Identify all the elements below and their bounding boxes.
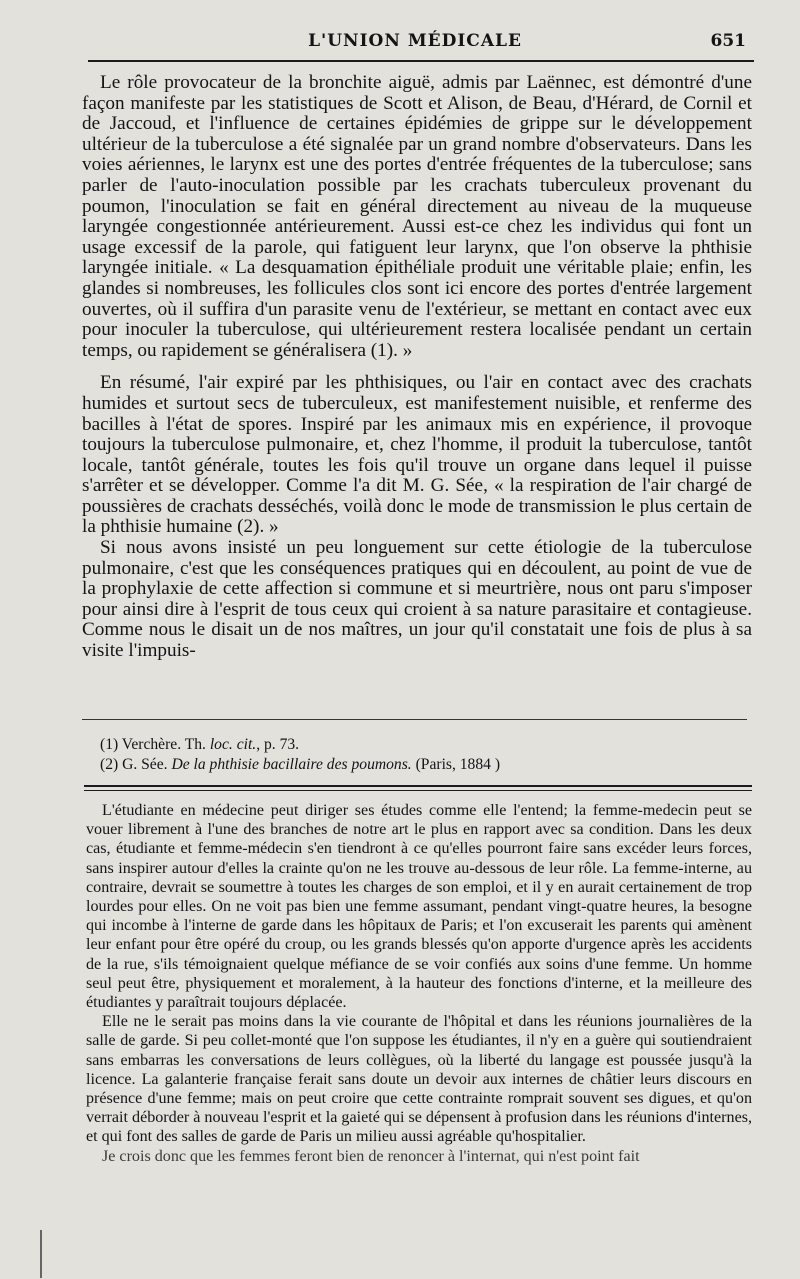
feuilleton-rule bbox=[84, 785, 752, 787]
footnote-rule bbox=[82, 719, 747, 720]
page-number: 651 bbox=[710, 31, 746, 51]
feuilleton-paragraph: Elle ne le serait pas moins dans la vie courante de l'hôpital et dans les réunions journalières de la salle de garde. Si peu collet-monté que l'on suppose les étudiantes, il n'y en a guère qui soutiendraient sans embarras les conversations de leurs collègues, où la liberté du langage est poussée jusqu'à la licence. La galanterie française ferait sans doute un devoir aux internes de châtier leurs discours en présence d'une femme; mais on peut croire que cette contrainte romprait souvent ses digues, et qu'on verrait déborder à nouveau l'esprit et la gaieté qui se dépensent à profusion dans les réunions d'internes, et qui font des salles de garde de Paris un milieu aussi agréable qu'hospitalier. bbox=[86, 1013, 752, 1146]
binding-margin-mark bbox=[40, 1230, 50, 1278]
footnote: (1) Verchère. Th. loc. cit., p. 73. bbox=[100, 736, 300, 753]
feuilleton-paragraph: L'étudiante en médecine peut diriger ses études comme elle l'entend; la femme-medecin peut se vouer librement à l'une des branches de notre art le plus en rapport avec sa condition. Dans les deux cas, étudiante et femme-médecin s'en tiendront à ce qu'elles pourront faire sans excéder leurs forces, sans inspirer autour d'elles la crainte qu'on ne les trouve au-dessous de leur rôle. La femme-interne, au contraire, devrait se soumettre à toutes les charges de son emploi, et il y en aurait certainement de trop lourdes pour elles. On ne voit pas bien une femme assumant, pendant vingt-quatre heures, la besogne qui incombe à l'interne de garde dans les hôpitaux de Paris; et l'on excuserait les parents qui amènent leur enfant pour être opéré du croup, ou les grands blessés qu'on apporte d'urgence après les accidents de la rue, s'ils témoignaient quelque méfiance de se voir confiés aux soins d'une femme. Un homme seul peut être, physiquement et moralement, à la hauteur des fonctions d'interne, et la meilleure des étudiantes y paraîtrait toujours déplacée. bbox=[86, 802, 752, 1012]
feuilleton-text bbox=[86, 801, 752, 1166]
footnote: (2) G. Sée. De la phthisie bacillaire des poumons. (Paris, 1884 ) bbox=[100, 756, 501, 773]
running-title: L'UNION MÉDICALE bbox=[308, 31, 522, 51]
footnotes bbox=[100, 735, 740, 775]
body-paragraph: Si nous avons insisté un peu longuement sur cette étiologie de la tuberculose pulmonaire, c'est que les conséquences pratiques qui en découlent, au point de vue de la prophylaxie de cette affection si commune et si meurtrière, nous ont paru s'imposer pour ainsi dire à l'esprit de tous ceux qui croient à sa nature parasitaire et contagieuse. Comme nous le disait un de nos maîtres, un jour qu'il constatait une fois de plus à sa visite l'impuis- bbox=[82, 537, 752, 662]
body-paragraph: En résumé, l'air expiré par les phthisiques, ou l'air en contact avec des crachats humides et surtout secs de tuberculeux, est manifestement nuisible, et renferme des bacilles à l'état de spores. Inspiré par les animaux mis en expérience, il provoque toujours la tuberculose pulmonaire, et, chez l'homme, il produit la tuberculose, tantôt locale, tantôt générale, toutes les fois qu'il trouve un organe dans lequel il puisse s'arrêter et se développer. Comme l'a dit M. G. Sée, « la respiration de l'air chargé de poussières de crachats desséchés, voilà donc le mode de transmission le plus certain de la phthisie humaine (2). » bbox=[82, 372, 752, 538]
feuilleton-rule-thin bbox=[84, 790, 752, 791]
main-text bbox=[82, 73, 752, 662]
page-header bbox=[80, 26, 750, 56]
feuilleton-paragraph: Je crois donc que les femmes feront bien de renoncer à l'internat, qui n'est point fait bbox=[102, 1147, 640, 1165]
header-rule bbox=[88, 60, 754, 62]
body-paragraph: Le rôle provocateur de la bronchite aiguë, admis par Laënnec, est démontré d'une façon manifeste par les statistiques de Scott et Alison, de Beau, d'Hérard, de Cornil et de Jaccoud, et l'influence de certaines épidémies de grippe sur le développement ultérieur de la tuberculose a été signalée par un grand nombre d'observateurs. Dans les voies aériennes, le larynx est une des portes d'entrée fréquentes de la tuberculose; sans parler de l'auto-inoculation possible par les crachats tuberculeux provenant du poumon, l'inoculation se fait en général directement au niveau de la muqueuse laryngée congestionnée antérieurement. Aussi est-ce chez les individus qui font un usage excessif de la parole, qui fatiguent leur larynx, que l'on observe la phthisie laryngée initiale. « La desquamation épithéliale produit une véritable plaie; enfin, les glandes si nombreuses, les follicules clos sont ici encore des portes d'entrée largement ouvertes, où il suffira d'un parasite venu de l'extérieur, se mettant en contact avec eux pour inoculer la tuberculose, qui ultérieurement restera localisée pendant un certain temps, ou rapidement se généralisera (1). » bbox=[82, 72, 752, 361]
